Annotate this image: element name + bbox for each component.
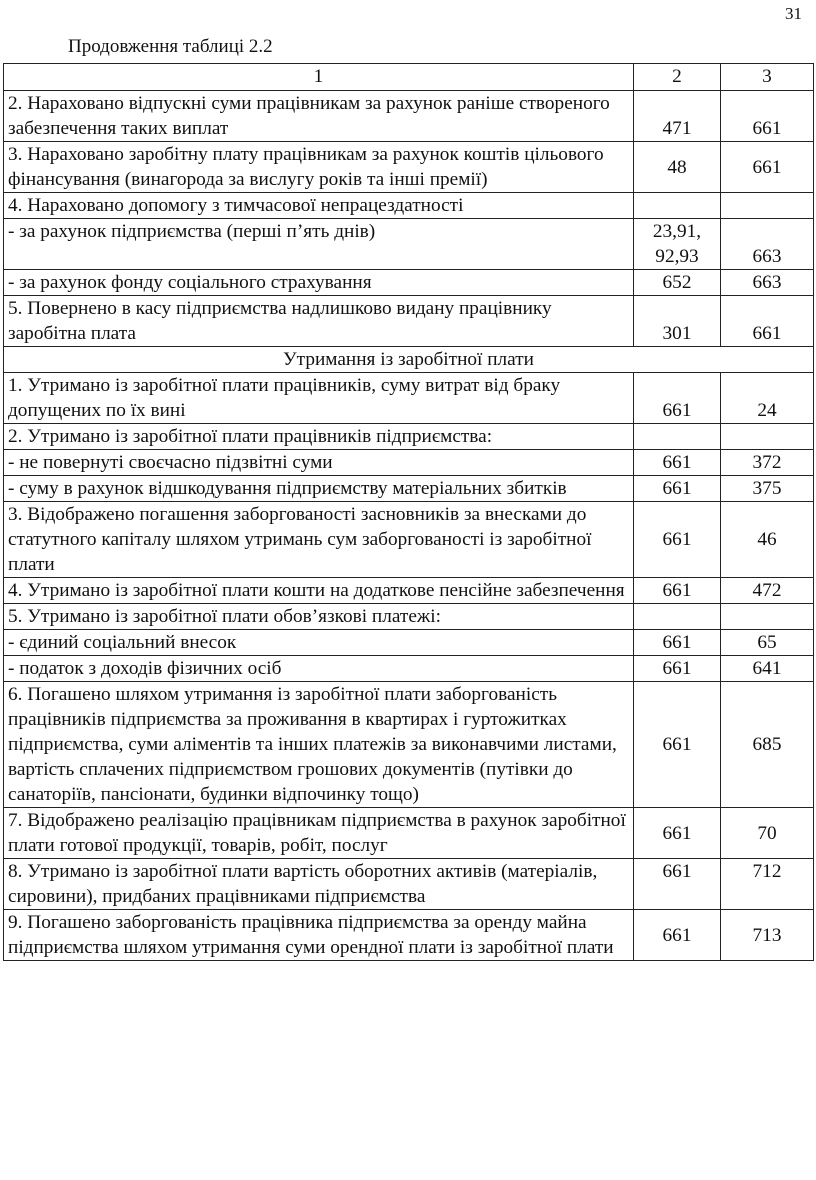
row-description: 3. Відображено погашення заборгованості засновників за внесками до статутного капіталу шляхом утримань сум заборгованості із заробітної плати xyxy=(4,502,634,578)
row-debit: 652 xyxy=(634,270,721,296)
row-credit: 685 xyxy=(721,682,814,808)
row-debit: 661 xyxy=(634,578,721,604)
table-row xyxy=(4,424,814,450)
row-description: 8. Утримано із заробітної плати вартість оборотних активів (матеріалів, сировини), придбаних працівниками підприємства xyxy=(4,859,634,910)
table-row xyxy=(4,219,814,270)
row-debit: 661 xyxy=(634,476,721,502)
row-description: 9. Погашено заборгованість працівника підприємства за оренду майна підприємства шляхом утримання суми орендної плати із заробітної плати xyxy=(4,910,634,961)
row-debit: 661 xyxy=(634,450,721,476)
row-description: 6. Погашено шляхом утримання із заробітної плати заборгованість працівників підприємства за проживання в квартирах і гуртожитках підприємства, суми аліментів та інших платежів за виконавчими листами, вартість сплачених підприємством грошових документів (путівки до санаторіїв, пансіонати, будинки відпочинку тощо) xyxy=(4,682,634,808)
row-debit: 23,91, 92,93 xyxy=(634,219,721,270)
table-row xyxy=(4,682,814,808)
header-col-3: 3 xyxy=(721,64,814,91)
row-debit: 661 xyxy=(634,682,721,808)
row-description: 2. Утримано із заробітної плати працівників підприємства: xyxy=(4,424,634,450)
row-debit: 661 xyxy=(634,859,721,910)
table-row xyxy=(4,910,814,961)
row-credit: 663 xyxy=(721,270,814,296)
row-debit: 661 xyxy=(634,630,721,656)
row-description: 4. Утримано із заробітної плати кошти на додаткове пенсійне забезпечення xyxy=(4,578,634,604)
row-description: - суму в рахунок відшкодування підприємству матеріальних збитків xyxy=(4,476,634,502)
row-debit: 301 xyxy=(634,296,721,347)
table-row xyxy=(4,142,814,193)
row-debit: 661 xyxy=(634,502,721,578)
page-number: 31 xyxy=(785,4,802,23)
table-row xyxy=(4,578,814,604)
row-debit: 471 xyxy=(634,91,721,142)
table-row xyxy=(4,91,814,142)
table-row xyxy=(4,656,814,682)
row-credit: 661 xyxy=(721,142,814,193)
table-row xyxy=(4,270,814,296)
accounting-entries-table xyxy=(3,63,814,961)
row-credit: 375 xyxy=(721,476,814,502)
row-description: 7. Відображено реалізацію працівникам підприємства в рахунок заробітної плати готової продукції, товарів, робіт, послуг xyxy=(4,808,634,859)
header-col-2: 2 xyxy=(634,64,721,91)
row-debit xyxy=(634,424,721,450)
row-credit xyxy=(721,424,814,450)
section-header-row xyxy=(4,347,814,373)
table-row xyxy=(4,859,814,910)
table-row xyxy=(4,630,814,656)
row-description: - єдиний соціальний внесок xyxy=(4,630,634,656)
section-title: Утримання із заробітної плати xyxy=(4,347,814,373)
row-credit: 472 xyxy=(721,578,814,604)
table-row xyxy=(4,193,814,219)
row-credit: 641 xyxy=(721,656,814,682)
row-description: 5. Повернено в касу підприємства надлишково видану працівнику заробітна плата xyxy=(4,296,634,347)
table-row xyxy=(4,296,814,347)
row-debit: 661 xyxy=(634,656,721,682)
row-debit xyxy=(634,193,721,219)
row-credit xyxy=(721,604,814,630)
row-description: 4. Нараховано допомогу з тимчасової непрацездатності xyxy=(4,193,634,219)
row-description: 5. Утримано із заробітної плати обов’язкові платежі: xyxy=(4,604,634,630)
row-description: - за рахунок фонду соціального страхування xyxy=(4,270,634,296)
row-credit: 70 xyxy=(721,808,814,859)
table-row xyxy=(4,373,814,424)
row-credit: 661 xyxy=(721,91,814,142)
row-credit: 661 xyxy=(721,296,814,347)
row-credit: 65 xyxy=(721,630,814,656)
table-row xyxy=(4,604,814,630)
table-row xyxy=(4,808,814,859)
row-credit: 372 xyxy=(721,450,814,476)
row-debit: 48 xyxy=(634,142,721,193)
row-description: 3. Нараховано заробітну плату працівникам за рахунок коштів цільового фінансування (винагорода за вислугу років та інші премії) xyxy=(4,142,634,193)
row-description: - податок з доходів фізичних осіб xyxy=(4,656,634,682)
row-description: 2. Нараховано відпускні суми працівникам за рахунок раніше створеного забезпечення таких виплат xyxy=(4,91,634,142)
row-debit: 661 xyxy=(634,808,721,859)
row-credit: 46 xyxy=(721,502,814,578)
row-debit: 661 xyxy=(634,910,721,961)
row-description: - за рахунок підприємства (перші п’ять днів) xyxy=(4,219,634,270)
table-row xyxy=(4,450,814,476)
row-debit: 661 xyxy=(634,373,721,424)
row-credit: 713 xyxy=(721,910,814,961)
row-credit xyxy=(721,193,814,219)
row-debit xyxy=(634,604,721,630)
row-description: 1. Утримано із заробітної плати працівників, суму витрат від браку допущених по їх вині xyxy=(4,373,634,424)
header-col-1: 1 xyxy=(4,64,634,91)
table-caption: Продовження таблиці 2.2 xyxy=(68,36,273,57)
table-row xyxy=(4,476,814,502)
table-header-row xyxy=(4,64,814,91)
row-credit: 712 xyxy=(721,859,814,910)
row-description: - не повернуті своєчасно підзвітні суми xyxy=(4,450,634,476)
table-row xyxy=(4,502,814,578)
row-credit: 663 xyxy=(721,219,814,270)
row-credit: 24 xyxy=(721,373,814,424)
